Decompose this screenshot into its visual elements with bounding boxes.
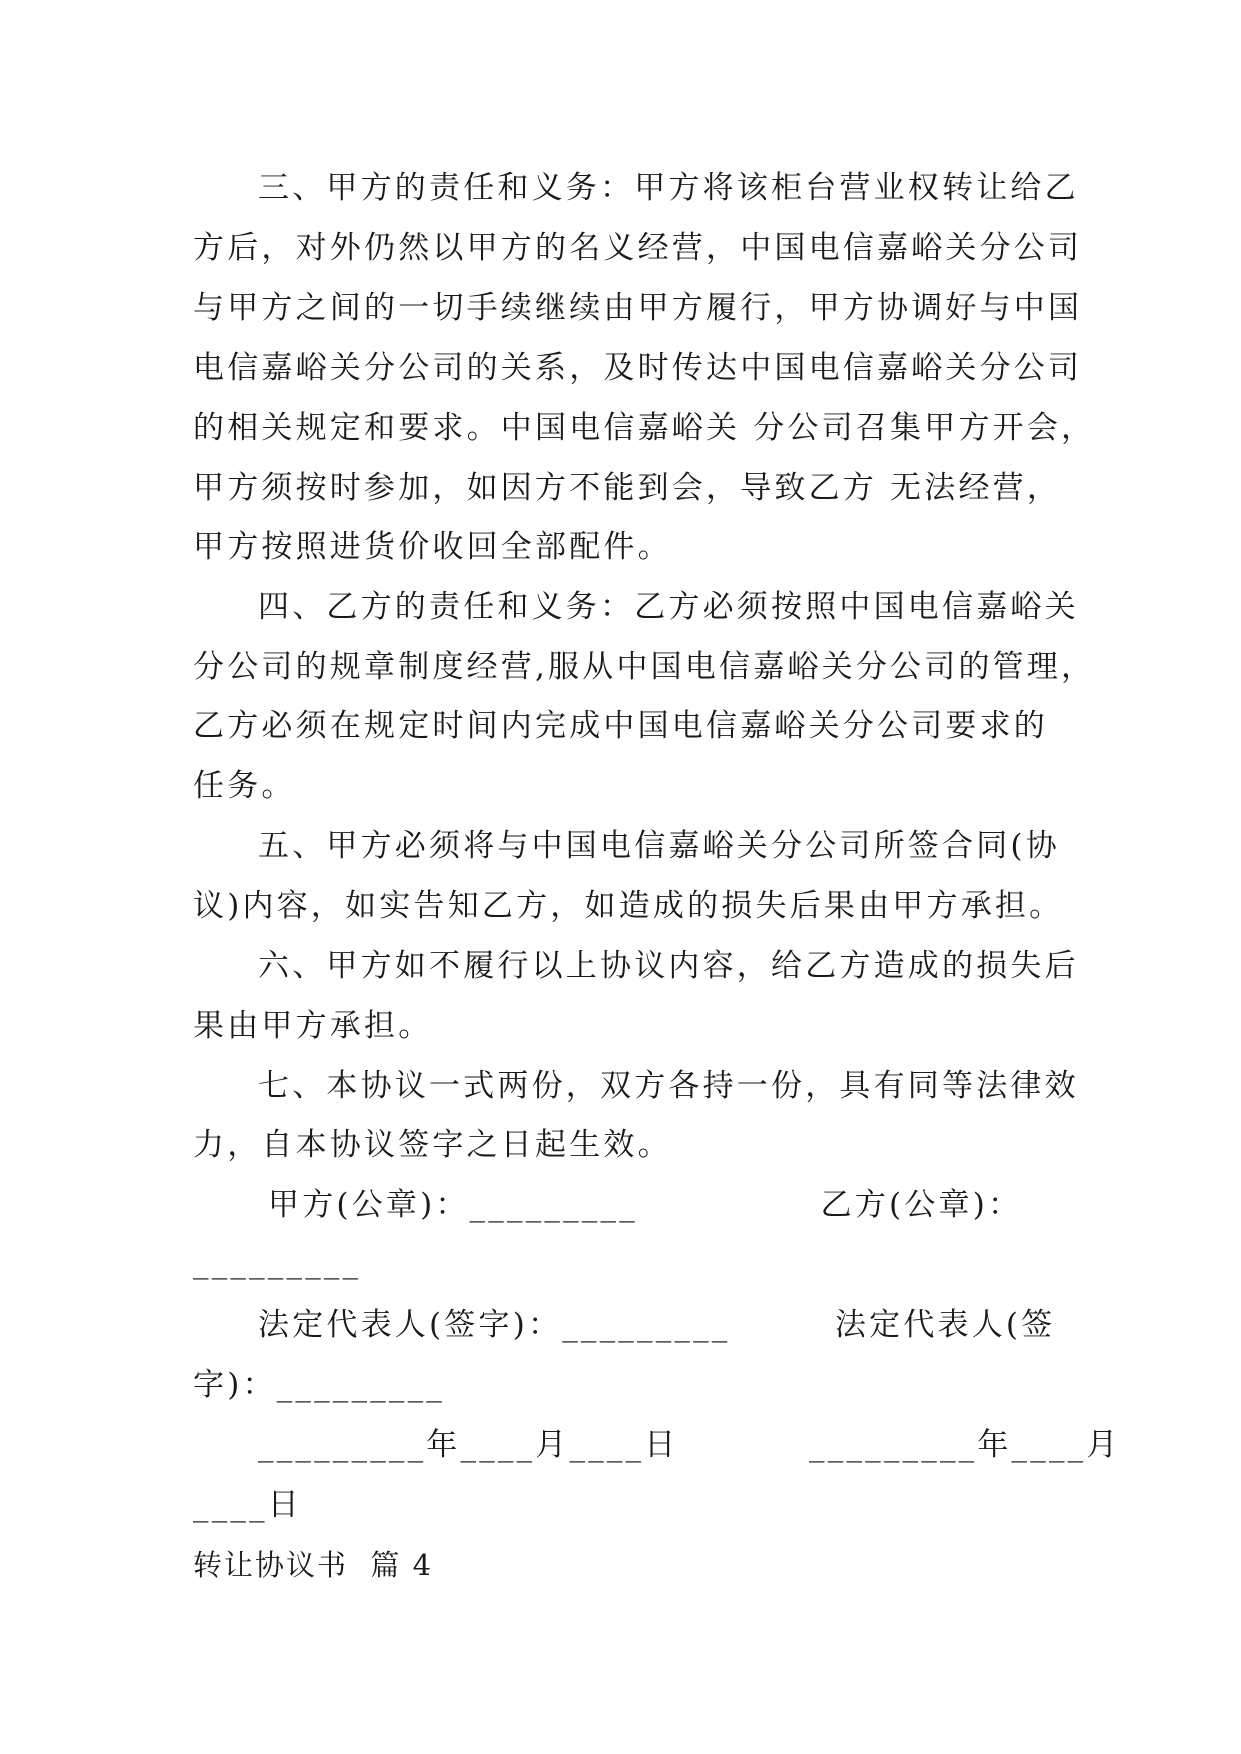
clause-3-line-3: 与甲方之间的一切手续继续由甲方履行，甲方协调好与中国: [193, 290, 1083, 326]
clause-7-line-1: 七、本协议一式两份，双方各持一份，具有同等法律效: [258, 1068, 1079, 1104]
clause-3-line-4: 电信嘉峪关分公司的关系，及时传达中国电信嘉峪关分公司: [193, 350, 1083, 386]
clause-7-line-2: 力，自本协议签字之日起生效。: [193, 1127, 672, 1163]
signature-seal-blank: _________: [193, 1244, 362, 1280]
signature-representative-line: 法定代表人(签字)：_________ 法定代表人(签: [258, 1307, 1056, 1343]
signature-representative-cont: 字)：_________: [193, 1367, 445, 1403]
clause-3-line-5: 的相关规定和要求。中国电信嘉峪关 分公司召集甲方开会，: [193, 410, 1096, 446]
clause-5-line-1: 五、甲方必须将与中国电信嘉峪关分公司所签合同(协: [258, 828, 1060, 864]
clause-4-line-4: 任务。: [193, 768, 296, 804]
clause-6-line-1: 六、甲方如不履行以上协议内容，给乙方造成的损失后: [258, 948, 1079, 984]
section-heading: 转让协议书 篇 4: [193, 1548, 434, 1582]
signature-date-cont: ____日: [193, 1487, 302, 1523]
clause-3-line-2: 方后，对外仍然以甲方的名义经营，中国电信嘉峪关分公司: [193, 230, 1083, 266]
clause-3-line-1: 三、甲方的责任和义务：甲方将该柜台营业权转让给乙: [258, 170, 1079, 206]
signature-date-line: _________年____月____日 _________年____月: [258, 1427, 1121, 1463]
clause-6-line-2: 果由甲方承担。: [193, 1008, 433, 1044]
clause-4-line-3: 乙方必须在规定时间内完成中国电信嘉峪关分公司要求的: [193, 708, 1048, 744]
clause-4-line-1: 四、乙方的责任和义务：乙方必须按照中国电信嘉峪关: [258, 589, 1079, 625]
clause-3-line-7: 甲方按照进货价收回全部配件。: [193, 529, 672, 565]
clause-5-line-2: 议)内容，如实告知乙方，如造成的损失后果由甲方承担。: [193, 888, 1064, 924]
clause-3-line-6: 甲方须按时参加，如因方不能到会，导致乙方 无法经营，: [193, 470, 1062, 506]
signature-seal-line: 甲方(公章)：_________ 乙方(公章)：: [268, 1187, 1023, 1223]
clause-4-line-2: 分公司的规章制度经营,服从中国电信嘉峪关分公司的管理，: [193, 649, 1096, 685]
